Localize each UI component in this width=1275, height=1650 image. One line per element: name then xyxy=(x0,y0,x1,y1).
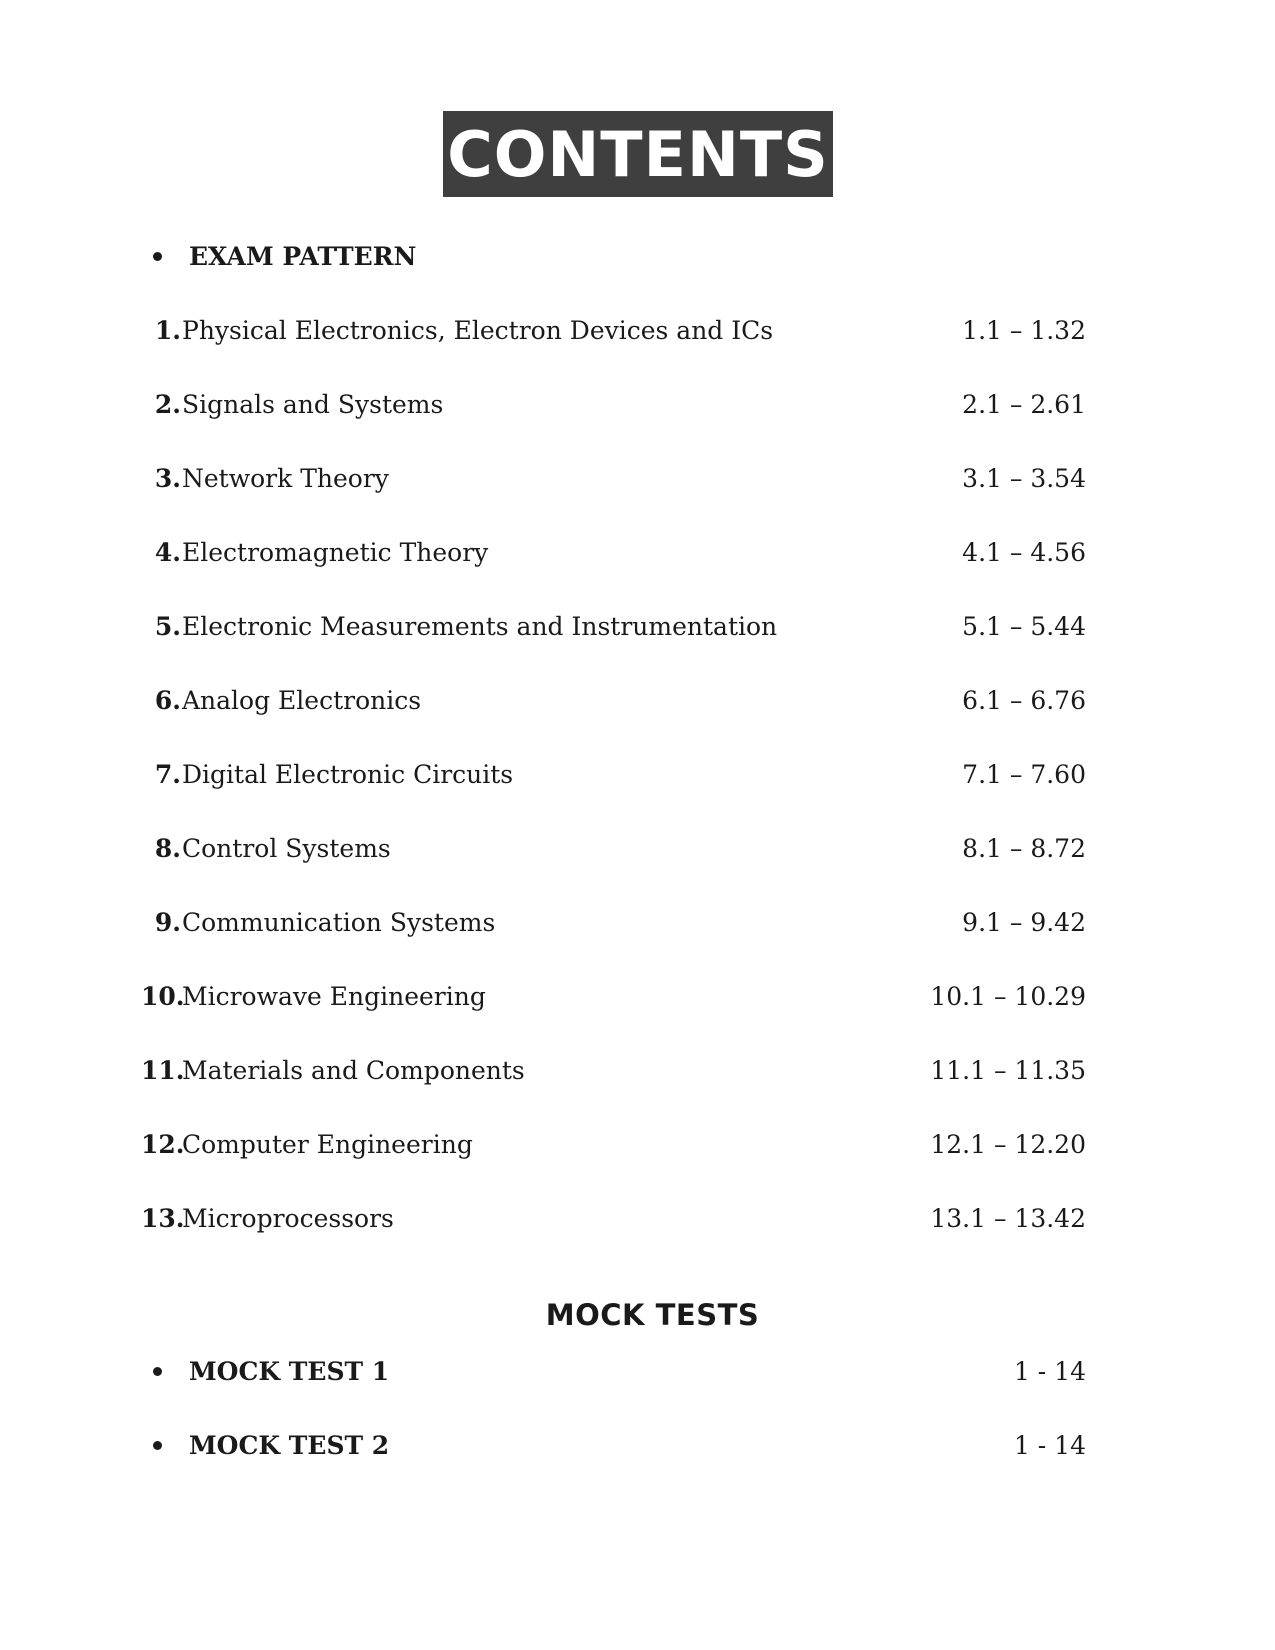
chapter-row[interactable] xyxy=(141,313,1086,347)
chapter-number: 12. xyxy=(141,1129,185,1159)
mock-test-label: MOCK TEST 2 xyxy=(189,1430,390,1460)
chapter-row[interactable] xyxy=(141,1053,1086,1087)
chapter-pages: 11.1 – 11.35 xyxy=(930,1055,1086,1085)
chapter-title: Microprocessors xyxy=(182,1203,394,1233)
chapter-pages: 7.1 – 7.60 xyxy=(962,759,1086,789)
chapter-number: 13. xyxy=(141,1203,185,1233)
mock-test-item[interactable] xyxy=(150,1428,1086,1462)
chapter-title: Network Theory xyxy=(182,463,389,493)
chapter-title: Digital Electronic Circuits xyxy=(182,759,514,789)
chapter-title: Materials and Components xyxy=(182,1055,525,1085)
chapter-pages: 5.1 – 5.44 xyxy=(962,611,1086,641)
chapter-row[interactable] xyxy=(141,461,1086,495)
chapter-number: 1. xyxy=(154,315,181,345)
bullet-icon xyxy=(153,1441,162,1450)
chapter-row[interactable] xyxy=(141,1127,1086,1161)
chapter-title: Control Systems xyxy=(182,833,391,863)
chapter-title: Microwave Engineering xyxy=(182,981,486,1011)
chapter-pages: 9.1 – 9.42 xyxy=(962,907,1086,937)
chapter-number: 4. xyxy=(154,537,181,567)
mock-test-pages: 1 - 14 xyxy=(1013,1430,1086,1460)
chapter-number: 5. xyxy=(154,611,181,641)
chapter-pages: 13.1 – 13.42 xyxy=(930,1203,1086,1233)
chapter-row[interactable] xyxy=(141,979,1086,1013)
chapter-row[interactable] xyxy=(141,535,1086,569)
bullet-icon xyxy=(153,252,162,261)
chapter-pages: 2.1 – 2.61 xyxy=(962,389,1086,419)
chapter-row[interactable] xyxy=(141,757,1086,791)
chapter-number: 7. xyxy=(154,759,181,789)
chapter-number: 10. xyxy=(141,981,185,1011)
chapter-row[interactable] xyxy=(141,831,1086,865)
chapter-title: Analog Electronics xyxy=(182,685,422,715)
chapter-title: Electromagnetic Theory xyxy=(182,537,489,567)
chapter-row[interactable] xyxy=(141,905,1086,939)
chapter-row[interactable] xyxy=(141,387,1086,421)
chapter-title: Signals and Systems xyxy=(182,389,444,419)
chapter-title: Physical Electronics, Electron Devices and ICs xyxy=(182,315,774,345)
page-title: CONTENTS xyxy=(443,111,833,197)
chapter-number: 8. xyxy=(154,833,181,863)
chapter-number: 6. xyxy=(154,685,181,715)
chapter-pages: 3.1 – 3.54 xyxy=(962,463,1086,493)
chapter-pages: 6.1 – 6.76 xyxy=(962,685,1086,715)
mock-tests-heading: MOCK TESTS xyxy=(545,1298,760,1332)
chapter-pages: 1.1 – 1.32 xyxy=(962,315,1086,345)
chapter-pages: 12.1 – 12.20 xyxy=(930,1129,1086,1159)
chapter-row[interactable] xyxy=(141,1201,1086,1235)
chapter-number: 3. xyxy=(154,463,181,493)
exam-pattern-label: EXAM PATTERN xyxy=(189,241,417,271)
chapter-title: Communication Systems xyxy=(182,907,496,937)
chapter-title: Electronic Measurements and Instrumentation xyxy=(182,611,778,641)
chapter-pages: 8.1 – 8.72 xyxy=(962,833,1086,863)
chapter-number: 11. xyxy=(141,1055,185,1085)
chapter-number: 2. xyxy=(154,389,181,419)
mock-test-item[interactable] xyxy=(150,1354,1086,1388)
chapter-row[interactable] xyxy=(141,609,1086,643)
exam-pattern-item[interactable] xyxy=(150,239,416,273)
chapter-pages: 4.1 – 4.56 xyxy=(962,537,1086,567)
chapter-title: Computer Engineering xyxy=(182,1129,473,1159)
chapter-pages: 10.1 – 10.29 xyxy=(930,981,1086,1011)
mock-test-label: MOCK TEST 1 xyxy=(189,1356,390,1386)
chapter-row[interactable] xyxy=(141,683,1086,717)
bullet-icon xyxy=(153,1367,162,1376)
mock-test-pages: 1 - 14 xyxy=(1013,1356,1086,1386)
chapter-number: 9. xyxy=(154,907,181,937)
